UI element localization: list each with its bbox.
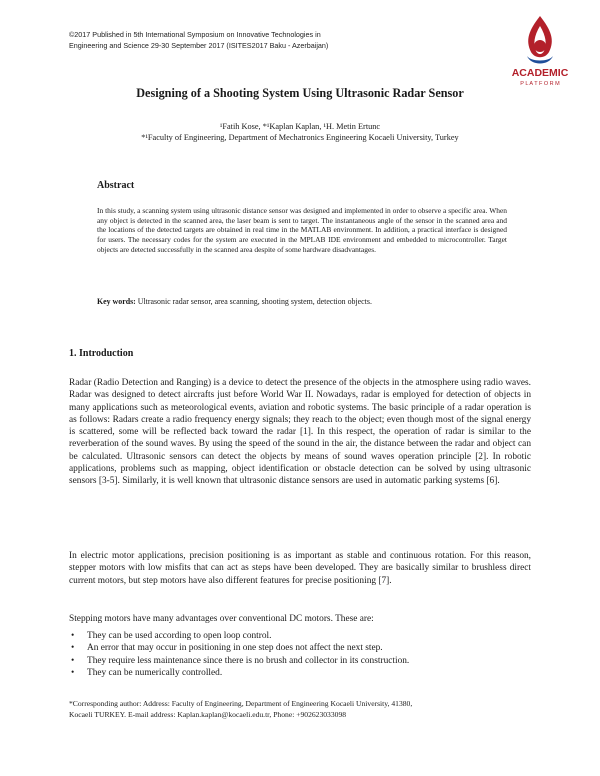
intro-paragraph-2: In electric motor applications, precision positioning is as important as stable and continuous rotation. For this reason, stepper motors with low misfits that can act as steps have been developed. They are basically similar to brushless direct current motors, but step motors have also different features for precise positioning [7]. (69, 551, 531, 586)
abstract-text: In this study, a scanning system using ultrasonic distance sensor was designed and implemented in order to observe a specific area. When any object is detected in the scanned area, the laser beam is sent to target. The instantaneous angle of the sensor in the scanned area and the locations of the detected targets are obtained in real time in the MATLAB environment. In addition, a practical interface is designed for users. The necessary codes for the system are executed in the MPLAB IDE environment and embedded to microcontroller. Target objects are detected successfully in the scanned area despite of some hardware disadvantages. (97, 206, 507, 254)
section-heading-introduction: 1. Introduction (69, 348, 134, 359)
header-line-2: Engineering and Science 29-30 September 2017 (ISITES2017 Baku - Azerbaijan) (69, 41, 329, 50)
intro-paragraph-3: Stepping motors have many advantages over conventional DC motors. These are: (69, 614, 374, 624)
footnote-line-2: Kocaeli TURKEY. E-mail address: Kaplan.kaplan@kocaeli.edu.tr, Phone: +902623033098 (69, 709, 347, 719)
list-item: • They can be numerically controlled. (69, 667, 531, 679)
intro-paragraph-1: Radar (Radio Detection and Ranging) is a device to detect the presence of the objects in the atmosphere using radio waves. Radar was designed to detect aircrafts just before World War II. Nowadays, radar is employed for detection of objects in many applications such as meteorological events, aviation and robotic systems. The basic principle of a radar operation is as follows: Radars create a radio frequency energy signals; they reach to the object; even though most of the signal energy is scattered, some will be reflected back toward the radar [1]. In this respect, the operation of radar is similar to the reverberation of the sound waves. By using the speed of the sound in the air, the distance between the radar and object can be calculated. Ultrasonic sensors can detect the objects by means of sound waves operation principle [2]. In robotic applications, problems such as mapping, object identification or obstacle detection can be solved by using ultrasonic sensors [3-5]. Similarly, it is well known that ultrasonic distance sensors are used in automatic parking systems [6]. (69, 378, 531, 487)
keywords-label: Key words: (97, 297, 136, 306)
conference-header (69, 29, 409, 51)
paper-title: Designing of a Shooting System Using Ultrasonic Radar Sensor (136, 86, 464, 100)
list-item: • They can be used according to open loop control. (69, 630, 531, 642)
header-line-1: ©2017 Published in 5th International Symposium on Innovative Technologies in (69, 30, 321, 39)
list-item: • They require less maintenance since there is no brush and collector in its construction. (69, 655, 531, 667)
logo-name: ACADEMIC (511, 67, 569, 79)
abstract-heading: Abstract (97, 180, 135, 191)
corresponding-author-footnote (69, 699, 531, 720)
keywords (97, 297, 507, 306)
logo-subtitle: P L A T F O R M (520, 81, 560, 87)
flame-leaf-icon (505, 12, 575, 74)
keywords-list: Ultrasonic radar sensor, area scanning, shooting system, detection objects. (135, 297, 372, 306)
footnote-line-1: *Corresponding author: Address: Faculty of Engineering, Department of Engineering Kocaeli University, 41380, (69, 699, 413, 708)
paper-affiliation: *¹Faculty of Engineering, Department of Mechatronics Engineering Kocaeli University, Turkey (141, 133, 459, 142)
paper-authors: ¹Fatih Kose, *¹Kaplan Kaplan, ¹H. Metin Ertunc (219, 122, 381, 131)
advantages-list (69, 630, 531, 679)
list-item: • An error that may occur in positioning in one step does not affect the next step. (69, 642, 531, 654)
